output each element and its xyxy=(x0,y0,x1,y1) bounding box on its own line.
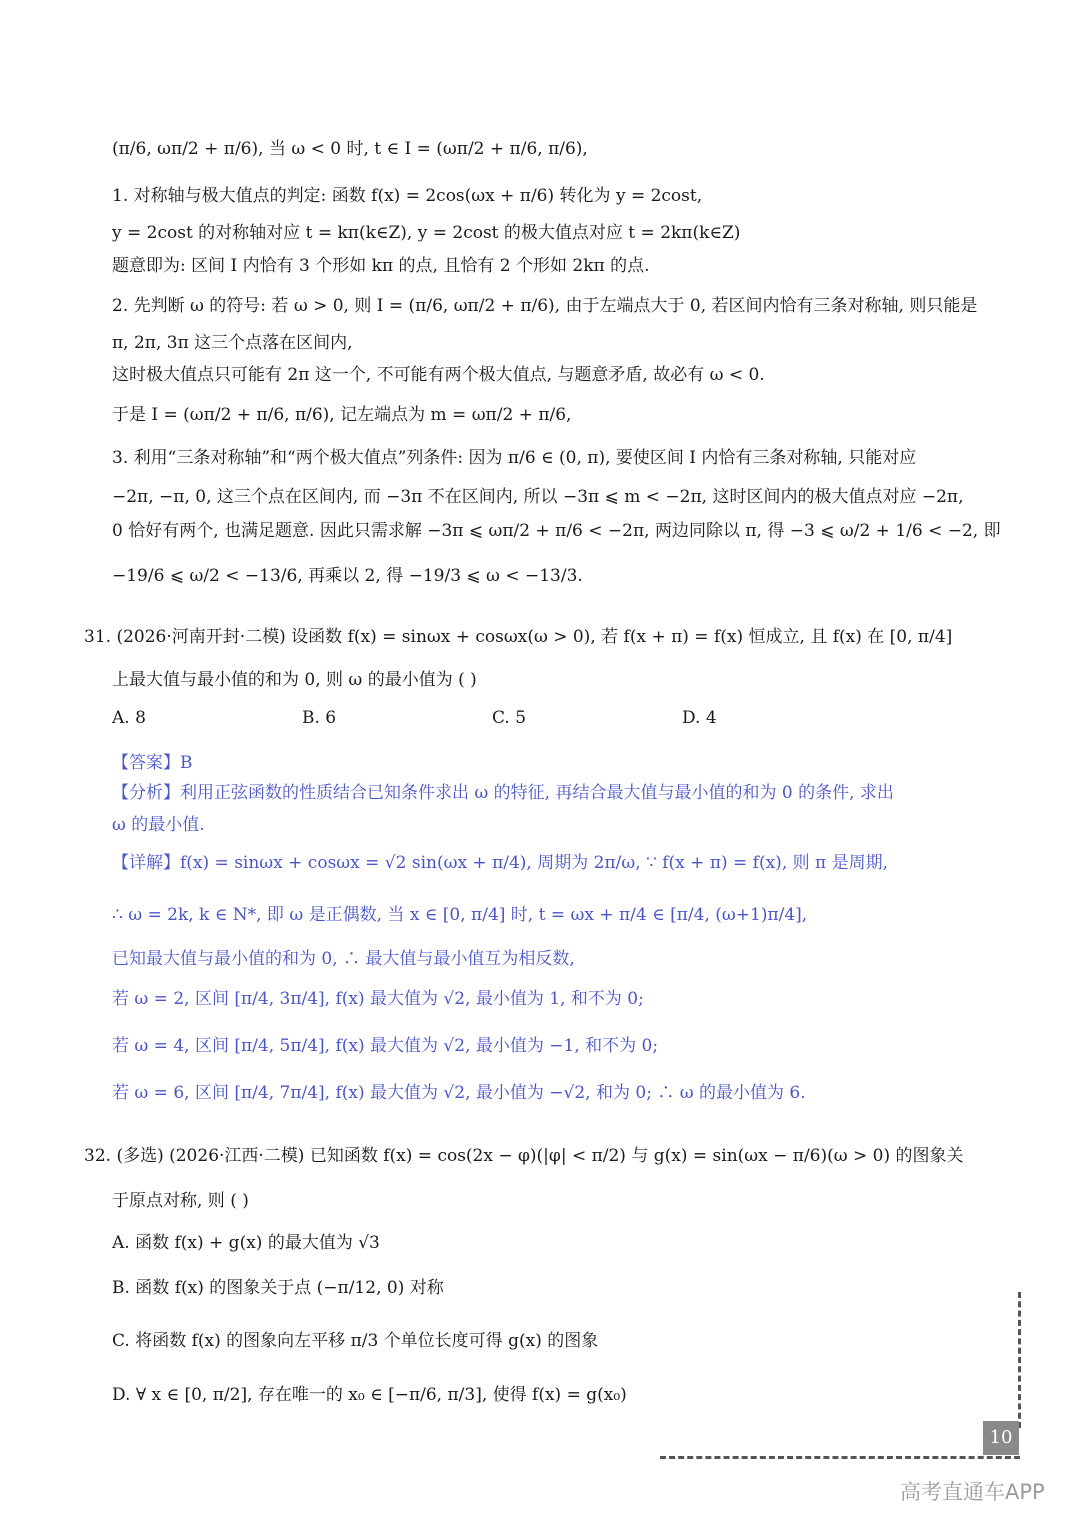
solution-line-3: y = 2cost 的对称轴对应 t = kπ(k∈Z), y = 2cost 的极大值点对应 t = 2kπ(k∈Z) xyxy=(112,223,741,243)
solution-line-8: 于是 I = (ωπ/2 + π/6, π/6), 记左端点为 m = ωπ/2 + π/6, xyxy=(112,405,572,425)
q31-analysis-line-1: 【分析】利用正弦函数的性质结合已知条件求出 ω 的特征, 再结合最大值与最小值的和为 0 的条件, 求出 xyxy=(112,783,894,803)
solution-line-6: π, 2π, 3π 这三个点落在区间内, xyxy=(112,333,353,353)
page-corner-dashed-horizontal xyxy=(660,1456,1020,1459)
q31-options xyxy=(112,708,872,728)
solution-line-9: 3. 利用“三条对称轴”和“两个极大值点”列条件: 因为 π/6 ∈ (0, π), 要使区间 I 内恰有三条对称轴, 只能对应 xyxy=(112,448,917,468)
q31-detail-line-1: 【详解】f(x) = sinωx + cosωx = √2 sin(ωx + π/4), 周期为 2π/ω, ∵ f(x + π) = f(x), 则 π 是周期, xyxy=(112,853,889,873)
solution-line-10: −2π, −π, 0, 这三个点在区间内, 而 −3π 不在区间内, 所以 −3π ⩽ m < −2π, 这时区间内的极大值点对应 −2π, xyxy=(112,487,964,507)
q31-detail-line-2: ∴ ω = 2k, k ∈ N*, 即 ω 是正偶数, 当 x ∈ [0, π/4] 时, t = ωx + π/4 ∈ [π/4, (ω+1)π/4], xyxy=(112,905,808,925)
q31-stem-line-2: 上最大值与最小值的和为 0, 则 ω 的最小值为 ( ) xyxy=(112,670,477,690)
q31-option-d: D. 4 xyxy=(682,708,717,728)
q31-option-a: A. 8 xyxy=(112,708,146,728)
q32-option-a: A. 函数 f(x) + g(x) 的最大值为 √3 xyxy=(112,1233,380,1253)
q31-detail-line-6: 若 ω = 6, 区间 [π/4, 7π/4], f(x) 最大值为 √2, 最小值为 −√2, 和为 0; ∴ ω 的最小值为 6. xyxy=(112,1083,806,1103)
q31-detail-line-3: 已知最大值与最小值的和为 0, ∴ 最大值与最小值互为相反数, xyxy=(112,949,575,969)
page-corner-dashed-vertical xyxy=(1018,1292,1021,1428)
page-number: 10 xyxy=(983,1421,1019,1455)
q31-detail-line-5: 若 ω = 4, 区间 [π/4, 5π/4], f(x) 最大值为 √2, 最小值为 −1, 和不为 0; xyxy=(112,1036,659,1056)
q31-answer: 【答案】B xyxy=(112,753,193,773)
q32-option-c: C. 将函数 f(x) 的图象向左平移 π/3 个单位长度可得 g(x) 的图象 xyxy=(112,1331,599,1351)
watermark: 高考直通车APP xyxy=(900,1480,1045,1504)
solution-line-1: (π/6, ωπ/2 + π/6), 当 ω < 0 时, t ∈ I = (ωπ/2 + π/6, π/6), xyxy=(112,139,588,159)
q32-stem-line-2: 于原点对称, 则 ( ) xyxy=(112,1191,249,1211)
q31-option-c: C. 5 xyxy=(492,708,527,728)
q32-stem-line-1: 32. (多选) (2026·江西·二模) 已知函数 f(x) = cos(2x − φ)(|φ| < π/2) 与 g(x) = sin(ωx − π/6)(ω > 0) 的图象关 xyxy=(84,1146,964,1166)
solution-line-4: 题意即为: 区间 I 内恰有 3 个形如 kπ 的点, 且恰有 2 个形如 2kπ 的点. xyxy=(112,256,650,276)
solution-line-7: 这时极大值点只可能有 2π 这一个, 不可能有两个极大值点, 与题意矛盾, 故必有 ω < 0. xyxy=(112,365,765,385)
solution-line-11: 0 恰好有两个, 也满足题意. 因此只需求解 −3π ⩽ ωπ/2 + π/6 < −2π, 两边同除以 π, 得 −3 ⩽ ω/2 + 1/6 < −2, 即 xyxy=(112,521,1001,541)
solution-line-12: −19/6 ⩽ ω/2 < −13/6, 再乘以 2, 得 −19/3 ⩽ ω < −13/3. xyxy=(112,566,583,586)
q31-detail-line-4: 若 ω = 2, 区间 [π/4, 3π/4], f(x) 最大值为 √2, 最小值为 1, 和不为 0; xyxy=(112,989,644,1009)
q32-option-d: D. ∀ x ∈ [0, π/2], 存在唯一的 x₀ ∈ [−π/6, π/3], 使得 f(x) = g(x₀) xyxy=(112,1385,627,1405)
solution-line-5: 2. 先判断 ω 的符号: 若 ω > 0, 则 I = (π/6, ωπ/2 + π/6), 由于左端点大于 0, 若区间内恰有三条对称轴, 则只能是 xyxy=(112,296,978,316)
q31-stem-line-1: 31. (2026·河南开封·二模) 设函数 f(x) = sinωx + cosωx(ω > 0), 若 f(x + π) = f(x) 恒成立, 且 f(x) 在 [0, π/4] xyxy=(84,627,953,647)
solution-line-2: 1. 对称轴与极大值点的判定: 函数 f(x) = 2cos(ωx + π/6) 转化为 y = 2cost, xyxy=(112,186,703,206)
q31-analysis-line-2: ω 的最小值. xyxy=(112,815,205,835)
q31-option-b: B. 6 xyxy=(302,708,337,728)
q32-option-b: B. 函数 f(x) 的图象关于点 (−π/12, 0) 对称 xyxy=(112,1278,444,1298)
